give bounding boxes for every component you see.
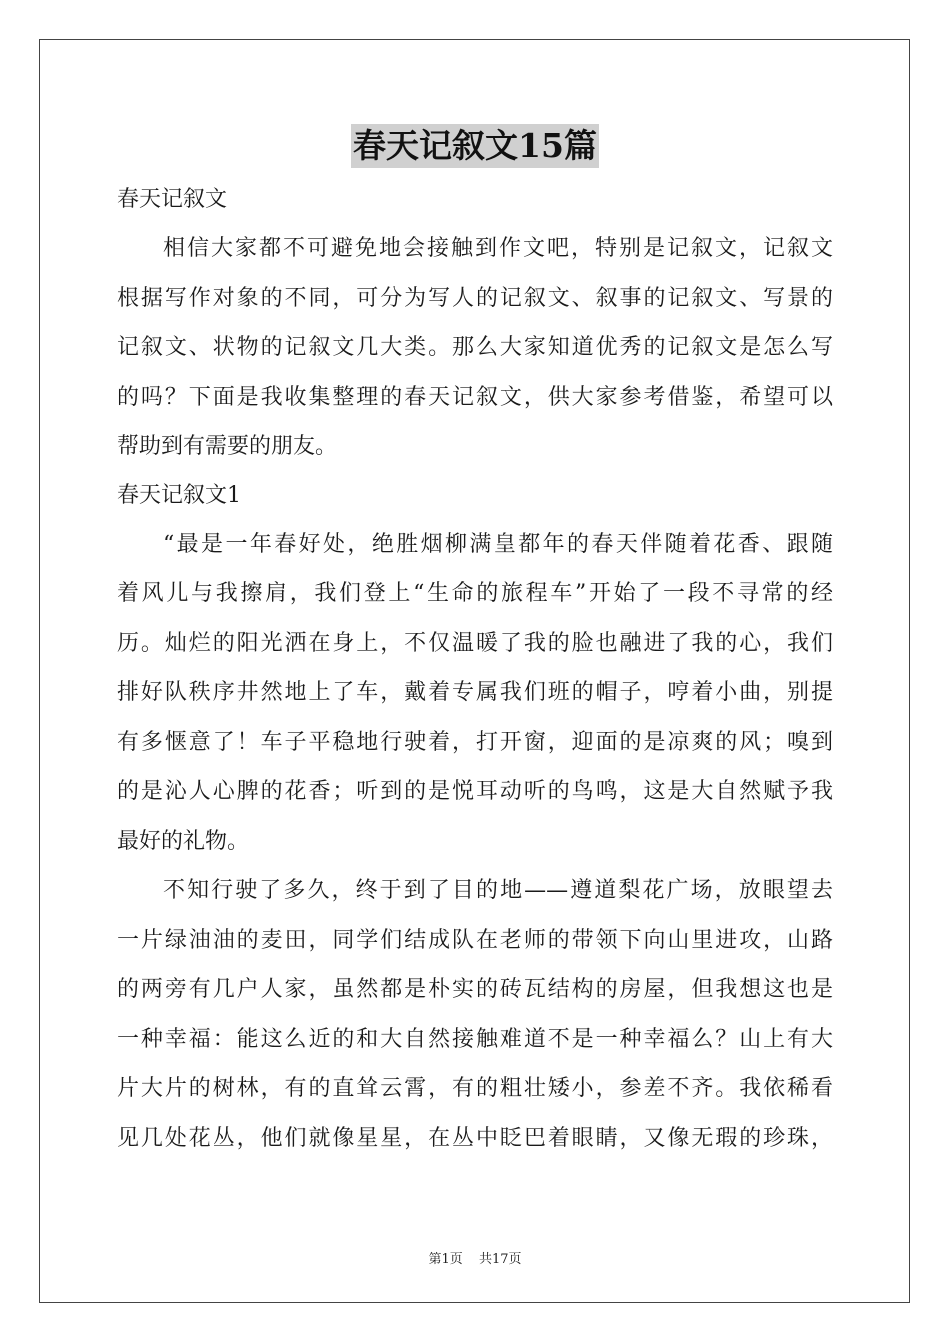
story-paragraph-1 — [117, 520, 833, 867]
paragraph-line: 的两旁有几户人家，虽然都是朴实的砖瓦结构的房屋，但我想这也是 — [117, 977, 833, 1002]
paragraph-line: 排好队秩序井然地上了车，戴着专属我们班的帽子，哼着小曲，别提 — [117, 680, 833, 705]
paragraph-line: 的吗？下面是我收集整理的春天记叙文，供大家参考借鉴，希望可以 — [117, 384, 833, 410]
paragraph-line: 片大片的树林，有的直耸云霄，有的粗壮矮小，参差不齐。我依稀看 — [117, 1076, 833, 1101]
section-heading: 春天记叙文1 — [117, 482, 241, 508]
document-title: 春天记叙文15篇 — [351, 124, 599, 168]
paragraph-line: 帮助到有需要的朋友。 — [117, 434, 338, 459]
page-total: 共17页 — [478, 1252, 522, 1267]
paragraph-line: 根据写作对象的不同，可分为写人的记叙文、叙事的记叙文、写景的 — [117, 285, 833, 311]
paragraph-line: 的是沁人心脾的花香；听到的是悦耳动听的鸟鸣，这是大自然赋予我 — [117, 779, 833, 804]
paragraph-line: 见几处花丛，他们就像星星，在丛中眨巴着眼睛，又像无瑕的珍珠， — [117, 1125, 833, 1151]
section-heading: 春天记叙文 — [117, 187, 228, 212]
page-footer — [0, 1248, 950, 1267]
paragraph-line: 历。灿烂的阳光洒在身上，不仅温暖了我的脸也融进了我的心，我们 — [117, 630, 833, 656]
document-body — [117, 176, 833, 1163]
paragraph-line: 有多惬意了！车子平稳地行驶着，打开窗，迎面的是凉爽的风；嗅到 — [117, 729, 833, 755]
paragraph-line: 记叙文、状物的记叙文几大类。那么大家知道优秀的记叙文是怎么写 — [117, 335, 833, 360]
paragraph-line: 一片绿油油的麦田，同学们结成队在老师的带领下向山里进攻，山路 — [117, 927, 833, 953]
paragraph-line: 最好的礼物。 — [117, 828, 250, 854]
story-paragraph-2 — [117, 866, 833, 1163]
paragraph-line: 着风儿与我擦肩，我们登上“生命的旅程车”开始了一段不寻常的经 — [117, 581, 833, 606]
page-number: 第1页 — [428, 1252, 463, 1267]
paragraph-line: 不知行驶了多久，终于到了目的地——遵道梨花广场，放眼望去 — [163, 878, 833, 903]
intro-paragraph — [117, 224, 833, 472]
title-wrap — [0, 124, 950, 168]
paragraph-line: “最是一年春好处，绝胜烟柳满皇都年的春天伴随着花香、跟随 — [163, 531, 833, 557]
paragraph-line: 相信大家都不可避免地会接触到作文吧，特别是记叙文，记叙文 — [163, 236, 833, 261]
paragraph-line: 一种幸福：能这么近的和大自然接触难道不是一种幸福么？山上有大 — [117, 1026, 833, 1052]
